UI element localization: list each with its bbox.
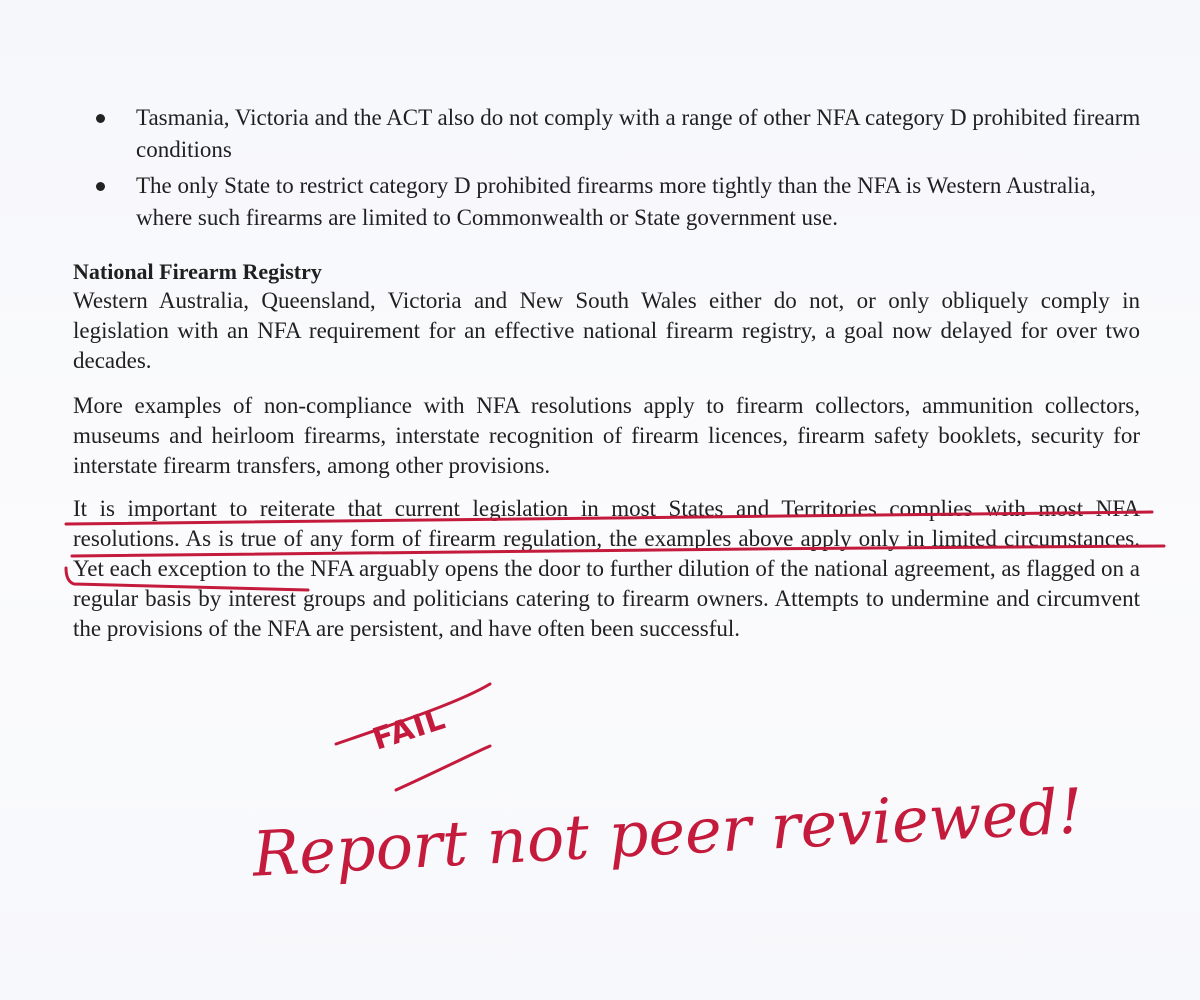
stamp-frame-stroke bbox=[396, 746, 490, 790]
bullet-text: Tasmania, Victoria and the ACT also do not comply with a range of other NFA category D prohibited firearm conditions bbox=[136, 105, 1141, 162]
paragraph: More examples of non-compliance with NFA resolutions apply to firearm collectors, ammunition collectors, museums and heirloom firearms, interstate recognition of firearm licences, firearm safety booklets, security for interstate firearm transfers, among other provisions. bbox=[73, 393, 1140, 478]
bullet-dot-icon bbox=[96, 114, 105, 123]
bullet-dot-icon bbox=[96, 182, 105, 191]
bullet-item bbox=[92, 102, 1142, 166]
paragraph-highlighted: It is important to reiterate that current legislation in most States and Territories complies with most NFA resolutions. As is true of any form of firearm regulation, the examples above apply only in limited circumstances. Yet each exception to the NFA arguably opens the door to further dilution of the national agreement, as flagged on a regular basis by interest groups and politicians catering to firearm owners. Attempts to undermine and circumvent the provisions of the NFA are persistent, and have often been successful. bbox=[73, 496, 1140, 641]
paragraph-block bbox=[73, 494, 1140, 644]
registry-section bbox=[73, 258, 1140, 376]
fail-stamp bbox=[368, 701, 450, 757]
bullet-item bbox=[92, 170, 1142, 234]
handwritten-note bbox=[251, 774, 1085, 890]
paragraph: Western Australia, Queensland, Victoria and New South Wales either do not, or only obliquely comply in legislation with an NFA requirement for an effective national firearm registry, a goal now delayed for over two decades. bbox=[73, 288, 1140, 373]
bullet-list bbox=[92, 102, 1142, 238]
fail-stamp-text: FAIL bbox=[368, 701, 451, 758]
bullet-text: The only State to restrict category D prohibited firearms more tightly than the NFA is Western Australia, where such firearms are limited to Commonwealth or State government use. bbox=[136, 173, 1096, 230]
handwritten-note-text: Report not peer reviewed! bbox=[250, 774, 1085, 891]
paragraph-block bbox=[73, 391, 1140, 481]
section-heading: National Firearm Registry bbox=[73, 259, 322, 284]
